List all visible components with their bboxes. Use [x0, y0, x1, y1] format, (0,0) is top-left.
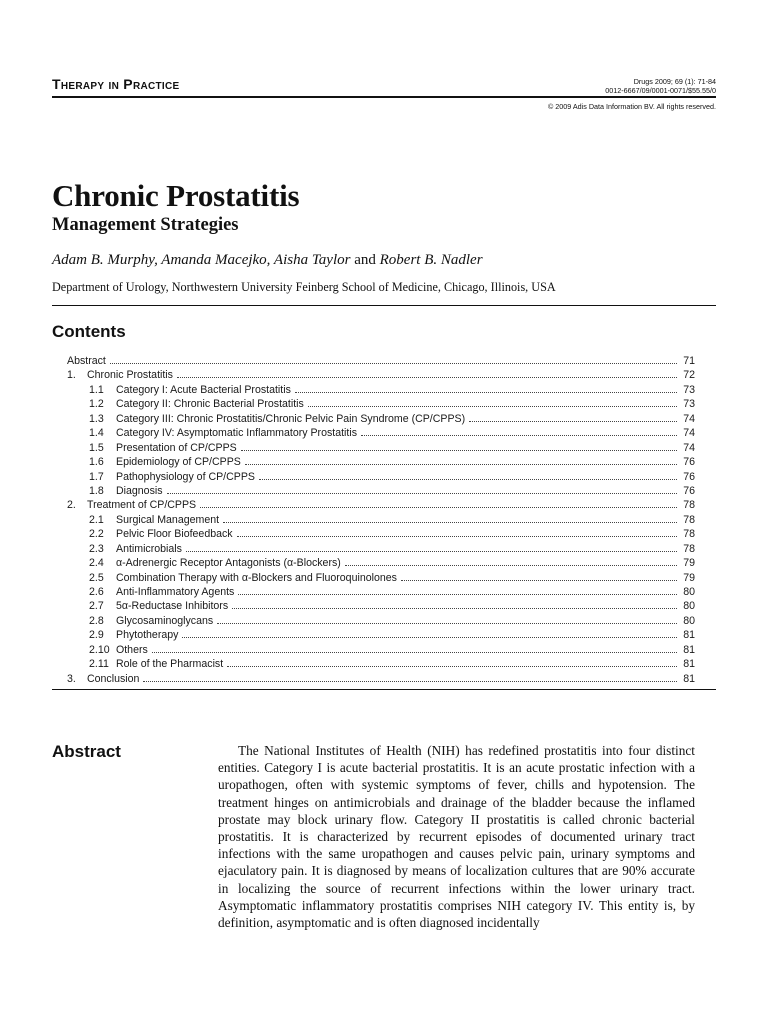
authors-part-2: Robert B. Nadler: [379, 252, 483, 268]
toc-entry-page: 74: [683, 412, 695, 425]
title-rule: [52, 305, 716, 306]
toc-entry[interactable]: [67, 657, 695, 671]
toc-entry-page: 79: [683, 557, 695, 570]
toc-entry-page: 78: [683, 513, 695, 526]
toc-dot-leader: [238, 585, 677, 595]
toc-dot-leader: [200, 498, 677, 508]
toc-entry-label: Pelvic Floor Biofeedback: [116, 528, 233, 541]
toc-dot-leader: [295, 383, 677, 393]
toc-entry[interactable]: [67, 672, 695, 686]
toc-entry-page: 72: [683, 369, 695, 382]
toc-dot-leader: [361, 426, 677, 436]
header-rule: [52, 96, 716, 98]
toc-entry-label: Combination Therapy with α-Blockers and Fluoroquinolones: [116, 571, 397, 584]
toc-dot-leader: [232, 599, 677, 609]
toc-dot-leader: [345, 556, 677, 566]
toc-dot-leader: [177, 368, 677, 378]
toc-entry[interactable]: [67, 628, 695, 642]
toc-entry-label: Chronic Prostatitis: [87, 369, 173, 382]
author-list: [52, 252, 483, 269]
toc-entry-page: 78: [683, 499, 695, 512]
toc-entry[interactable]: [67, 441, 695, 455]
toc-entry-number: 2.7: [89, 600, 104, 613]
toc-entry-label: Glycosaminoglycans: [116, 614, 214, 627]
toc-entry-page: 81: [683, 643, 695, 656]
toc-entry-label: Pathophysiology of CP/CPPS: [116, 470, 255, 483]
toc-dot-leader: [143, 672, 677, 682]
toc-dot-leader: [469, 412, 677, 422]
toc-entry-number: 1.3: [89, 412, 104, 425]
toc-entry[interactable]: [67, 484, 695, 498]
toc-entry[interactable]: [67, 455, 695, 469]
toc-entry[interactable]: [67, 383, 695, 397]
toc-entry-number: 3.: [67, 672, 76, 685]
toc-entry-label: Category III: Chronic Prostatitis/Chronic Pelvic Pain Syndrome (CP/CPPS): [116, 412, 466, 425]
contents-heading: Contents: [52, 322, 126, 341]
toc-entry-number: 2.10: [89, 643, 110, 656]
toc-entry-number: 2.1: [89, 513, 104, 526]
toc-entry-number: 2.9: [89, 629, 104, 642]
toc-entry-number: 2.5: [89, 571, 104, 584]
toc-entry-page: 73: [683, 383, 695, 396]
toc-entry-label: Anti-Inflammatory Agents: [116, 586, 235, 598]
toc-entry[interactable]: [67, 498, 695, 512]
toc-entry-page: 73: [683, 398, 695, 411]
toc-entry-label: Presentation of CP/CPPS: [116, 441, 237, 454]
toc-entry[interactable]: [67, 368, 695, 382]
toc-dot-leader: [259, 470, 677, 480]
citation-info: [605, 77, 716, 95]
toc-entry[interactable]: [67, 585, 695, 599]
toc-dot-leader: [223, 513, 677, 523]
toc-entry-page: 78: [683, 528, 695, 541]
toc-entry-page: 81: [683, 658, 695, 671]
toc-dot-leader: [110, 354, 677, 364]
toc-entry-label: Category IV: Asymptomatic Inflammatory Prostatitis: [116, 427, 357, 440]
toc-entry[interactable]: [67, 556, 695, 570]
toc-entry-label: 5α-Reductase Inhibitors: [116, 600, 229, 613]
toc-dot-leader: [245, 455, 677, 465]
abstract-text: The National Institutes of Health (NIH) has redefined prostatitis into four distinct entities. Category I is acute bacterial prostatitis. It is an acute prostatic infection with a uropathogen, often with systemic symptoms of fever, chills and hypotension. The treatment hinges on antimicrobials and drainage of the bladder because the inflamed prostate may block urinary flow. Category II prostatitis is called chronic bacterial prostatitis. It is characterized by recurrent episodes of documented urinary tract infections with the same uropathogen and causes pelvic pain, urinary symptoms and ejaculatory pain. It is diagnosed by means of localization cultures that are 90% accurate in localizing the source of recurrent infections within the lower urinary tract. Asymptomatic inflammatory prostatitis comprises NIH category IV. This entity is, by definition, asymptomatic and is often diagnosed incidentally: [218, 743, 695, 931]
toc-entry-number: 2.: [67, 499, 76, 512]
toc-entry[interactable]: [67, 527, 695, 541]
toc-entry-number: 1.4: [89, 427, 104, 440]
toc-dot-leader: [241, 441, 677, 451]
toc-entry-page: 76: [683, 484, 695, 497]
toc-entry-number: 1.8: [89, 484, 104, 497]
toc-entry-label: Treatment of CP/CPPS: [87, 499, 197, 512]
toc-entry-number: 2.3: [89, 542, 104, 555]
toc-entry-number: 1.5: [89, 441, 104, 454]
toc-entry-page: 74: [683, 427, 695, 440]
toc-dot-leader: [217, 614, 677, 624]
toc-entry[interactable]: [67, 397, 695, 411]
toc-entry-label: α-Adrenergic Receptor Antagonists (α-Blockers): [116, 557, 341, 570]
toc-entry-label: Others: [116, 643, 148, 656]
toc-entry-label: Surgical Management: [116, 513, 220, 526]
author-affiliation: Department of Urology, Northwestern University Feinberg School of Medicine, Chicago, Illinois, USA: [52, 280, 556, 294]
toc-entry-page: 76: [683, 470, 695, 483]
toc-entry-label: Phytotherapy: [116, 629, 179, 642]
toc-entry-label: Category I: Acute Bacterial Prostatitis: [116, 383, 291, 396]
toc-entry-label: Abstract: [67, 355, 106, 367]
toc-entry-page: 80: [683, 586, 695, 598]
toc-entry-label: Conclusion: [87, 672, 140, 685]
toc-entry-number: 1.6: [89, 456, 104, 469]
toc-entry-label: Antimicrobials: [116, 542, 182, 555]
article-subtitle: Management Strategies: [52, 215, 239, 235]
toc-entry-page: 76: [683, 456, 695, 469]
toc-entry-number: 1.2: [89, 398, 104, 411]
toc-entry[interactable]: [67, 643, 695, 657]
toc-entry[interactable]: [67, 470, 695, 484]
toc-dot-leader: [152, 643, 677, 653]
toc-entry-number: 2.6: [89, 586, 104, 598]
toc-entry-number: 2.2: [89, 528, 104, 541]
toc-entry-page: 79: [683, 571, 695, 584]
article-title: Chronic Prostatitis: [52, 178, 300, 213]
toc-entry-label: Category II: Chronic Bacterial Prostatitis: [116, 398, 304, 411]
toc-dot-leader: [227, 657, 677, 667]
toc-entry-page: 81: [683, 672, 695, 685]
toc-entry[interactable]: [67, 614, 695, 628]
toc-dot-leader: [401, 571, 677, 581]
abstract-heading: Abstract: [52, 742, 121, 761]
toc-entry-number: 1.7: [89, 470, 104, 483]
toc-entry-number: 1.: [67, 369, 76, 382]
toc-entry-number: 2.4: [89, 557, 104, 570]
toc-entry-label: Diagnosis: [116, 484, 163, 497]
toc-entry-number: 1.1: [89, 383, 104, 396]
table-of-contents: [67, 354, 695, 686]
toc-entry[interactable]: [67, 412, 695, 426]
toc-dot-leader: [167, 484, 677, 494]
authors-part-1: Adam B. Murphy, Amanda Macejko, Aisha Taylor: [52, 252, 351, 268]
authors-and: and: [350, 252, 380, 268]
toc-entry[interactable]: [67, 599, 695, 613]
toc-entry-page: 78: [683, 542, 695, 555]
toc-entry[interactable]: [67, 571, 695, 585]
toc-dot-leader: [308, 397, 677, 407]
citation-line-1: Drugs 2009; 69 (1): 71-84: [633, 77, 716, 86]
toc-dot-leader: [237, 527, 677, 537]
journal-section-tag: Therapy in Practice: [52, 76, 180, 92]
toc-dot-leader: [186, 542, 677, 552]
toc-entry-page: 80: [683, 600, 695, 613]
toc-entry[interactable]: [67, 513, 695, 527]
toc-entry-page: 81: [683, 629, 695, 642]
toc-entry[interactable]: [67, 426, 695, 440]
toc-entry[interactable]: [67, 542, 695, 556]
toc-entry-page: 71: [683, 355, 695, 367]
toc-entry-label: Role of the Pharmacist: [116, 658, 224, 671]
toc-entry-number: 2.8: [89, 614, 104, 627]
toc-entry-number: 2.11: [89, 658, 109, 671]
copyright-notice: © 2009 Adis Data Information BV. All rights reserved.: [547, 102, 716, 111]
toc-entry[interactable]: [67, 354, 695, 368]
toc-entry-page: 74: [683, 441, 695, 454]
contents-rule: [52, 689, 716, 690]
toc-dot-leader: [182, 628, 677, 638]
toc-entry-page: 80: [683, 614, 695, 627]
citation-line-2: 0012-6667/09/0001-0071/$55.55/0: [605, 86, 716, 95]
toc-entry-label: Epidemiology of CP/CPPS: [116, 456, 241, 469]
